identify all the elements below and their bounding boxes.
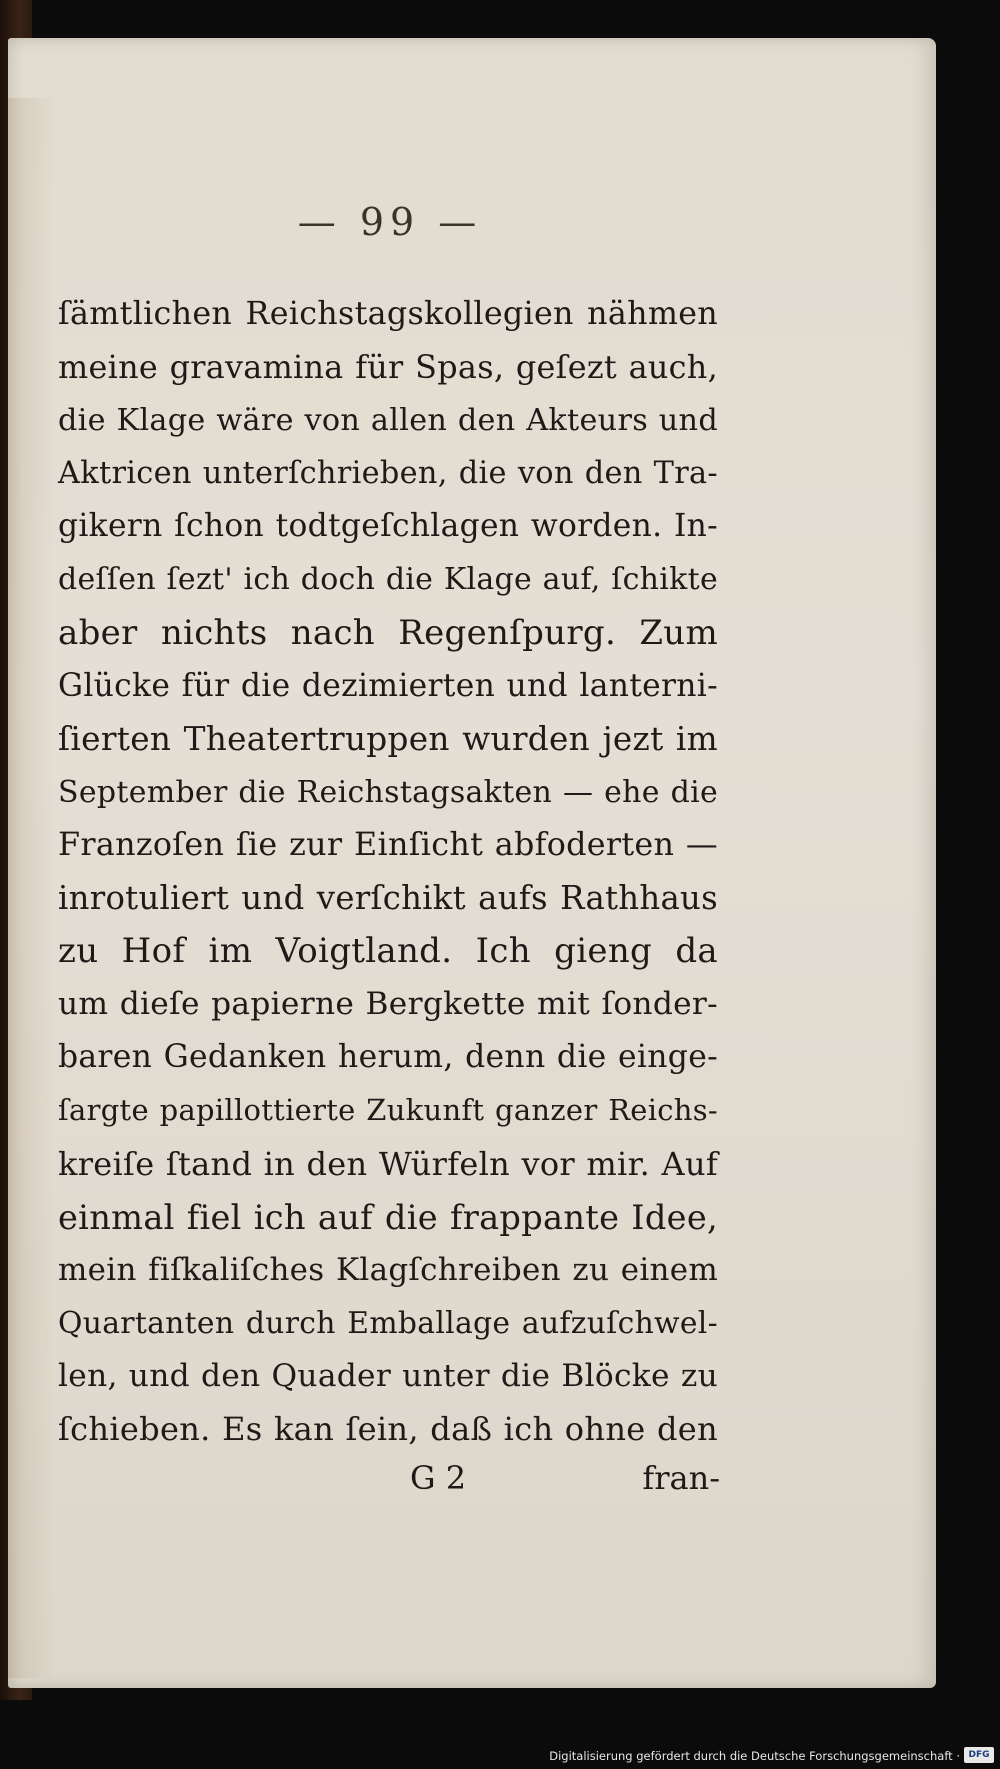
page-gutter-stain — [8, 98, 54, 1678]
text-line: gikern ſchon todtgeſchlagen worden. In- — [58, 508, 718, 545]
text-line: ſämtlichen Reichstagskollegien nähmen — [58, 296, 718, 332]
text-line: deſſen ſezt' ich doch die Klage auf, ſchikte — [58, 562, 718, 598]
text-line: ſchieben. Es kan ſein, daß ich ohne den — [58, 1409, 718, 1448]
text-line: inrotuliert und verſchikt aufs Rathhaus — [58, 879, 718, 918]
body-text — [58, 288, 718, 1456]
text-line: September die Reichstagsakten — ehe die — [58, 774, 718, 810]
dfg-logo: DFG — [964, 1747, 994, 1763]
text-line: baren Gedanken herum, denn die einge- — [58, 1039, 718, 1076]
text-line: meine gravamina für Spas, geſezt auch, — [58, 348, 718, 387]
text-line: len, und den Quader unter die Blöcke zu — [58, 1357, 718, 1394]
text-line: um dieſe papierne Bergkette mit ſonder- — [58, 986, 718, 1023]
text-line: ſargte papillottierte Zukunft ganzer Reichs- — [58, 1093, 718, 1128]
signature-mark: G 2 — [410, 1459, 467, 1497]
text-line: Aktricen unterſchrieben, die von den Tra- — [58, 456, 718, 492]
text-line: die Klage wäre von allen den Akteurs und — [58, 403, 718, 439]
text-line: mein fiſkaliſches Klagſchreiben zu einem — [58, 1251, 718, 1288]
text-line: Franzoſen ſie zur Einſicht abfoderten — — [58, 826, 718, 863]
funding-credit: Digitalisierung gefördert durch die Deutsche Forschungsgemeinschaft · — [549, 1749, 960, 1763]
text-line: Quartanten durch Emballage aufzuſchwel- — [58, 1305, 718, 1341]
catchword: fran- — [642, 1459, 720, 1497]
text-line: kreiſe ſtand in den Würfeln vor mir. Auf — [58, 1144, 718, 1183]
text-line: aber nichts nach Regenſpurg. Zum — [58, 612, 718, 653]
text-line: einmal fiel ich auf die frappante Idee, — [58, 1197, 718, 1237]
page-number-header: — 99 — — [297, 200, 483, 244]
text-line: Glücke für die dezimierten und lanterni- — [58, 667, 718, 704]
text-line: zu Hof im Voigtland. Ich gieng da — [58, 931, 718, 972]
text-line: ſierten Theatertruppen wurden jezt im — [58, 719, 718, 758]
